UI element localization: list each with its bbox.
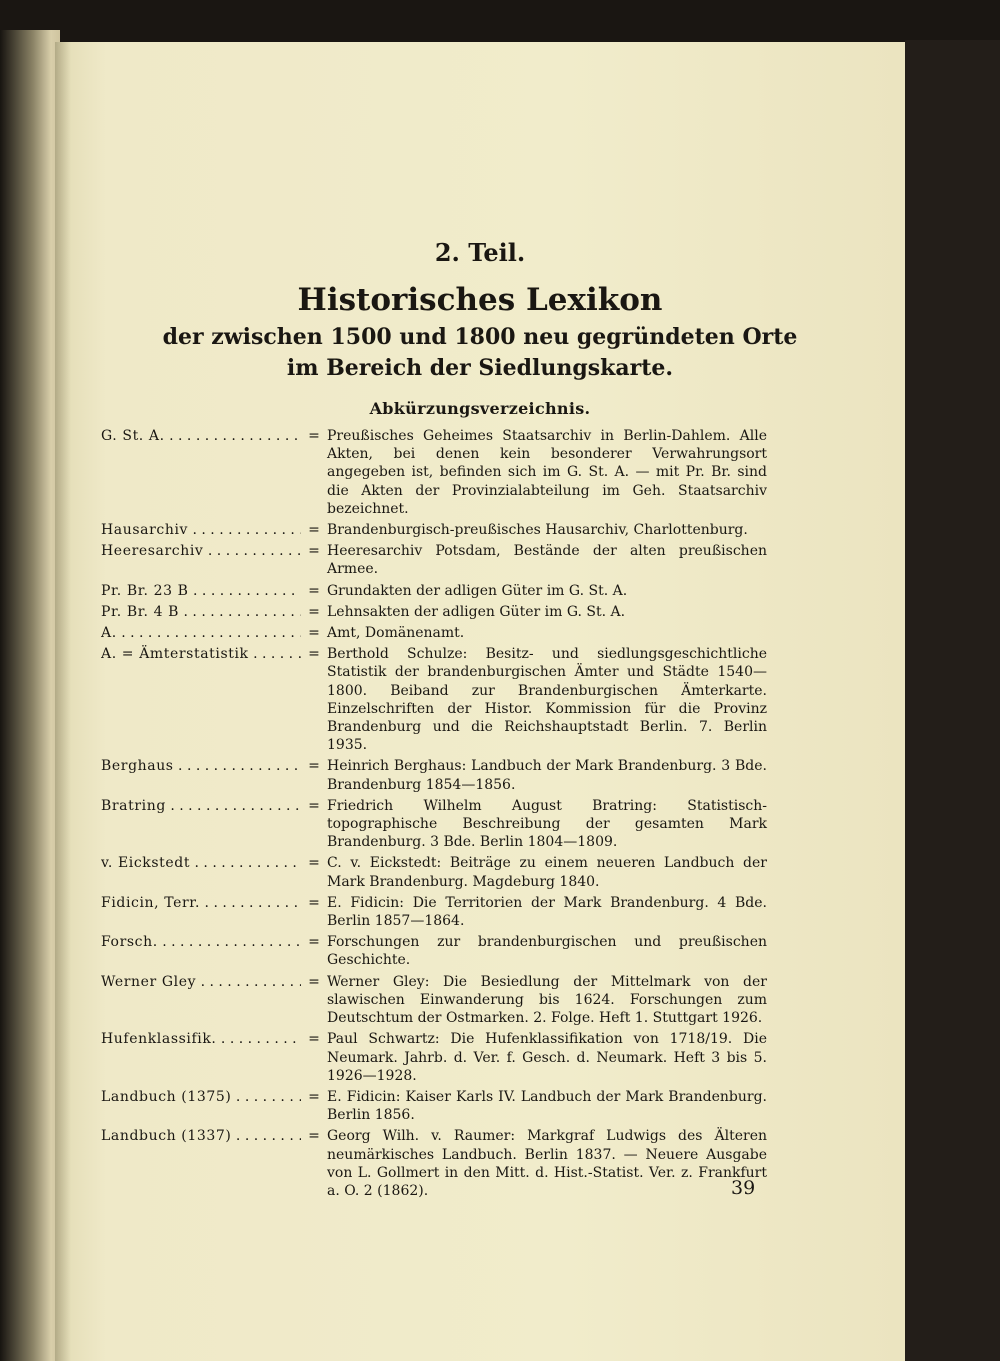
entry-definition: Werner Gley: Die Besiedlung der Mittelmark von der slawischen Einwanderung bis 1624. Forschungen zum Deutschtum der Ostmarken. 2. Folge. Heft 1. Stuttgart 1926.	[327, 973, 767, 1027]
book-binding	[0, 30, 60, 1361]
abbreviation-entry	[101, 1030, 767, 1085]
equals-sign: =	[308, 855, 320, 872]
entry-definition: Friedrich Wilhelm August Bratring: Statistisch-topographische Beschreibung der gesamten Mark Brandenburg. 3 Bde. Berlin 1804—1809.	[327, 797, 767, 851]
equals-sign: =	[308, 603, 320, 620]
entry-abbreviation: Pr. Br. 4 B . . .	[101, 603, 301, 621]
entry-definition: Berthold Schulze: Besitz- und siedlungsgeschichtliche Statistik der brandenburgischen Ämter und Städte 1540—1800. Beiband zur Brandenburgischen Ämterkarte. Einzelschriften der Histor. Kommission für die Provinz Brandenburg und die Reichshauptstadt Berlin. 7. Berlin 1935.	[327, 646, 767, 754]
abbreviation-entry	[101, 854, 767, 890]
abbreviation-entry	[101, 427, 767, 518]
entry-abbreviation: Pr. Br. 23 B . . .	[101, 582, 301, 600]
entry-abbreviation: Werner Gley . . .	[101, 973, 301, 991]
equals-sign: =	[308, 543, 320, 560]
equals-sign: =	[308, 797, 320, 814]
abbreviation-entry	[101, 933, 767, 969]
abbreviation-entry	[101, 521, 767, 539]
equals-sign: =	[308, 894, 320, 911]
abbreviation-entry	[101, 894, 767, 930]
equals-sign: =	[308, 646, 320, 663]
subtitle-line-1: der zwischen 1500 und 1800 neu gegründeten Orte	[162, 324, 798, 350]
entry-abbreviation: A. . . .	[101, 624, 301, 642]
entry-abbreviation: A. = Ämterstatistik . . .	[101, 645, 301, 663]
entry-definition: Heeresarchiv Potsdam, Bestände der alten preußischen Armee.	[327, 543, 767, 578]
entry-abbreviation: G. St. A. . . .	[101, 427, 301, 445]
entry-definition: Heinrich Berghaus: Landbuch der Mark Brandenburg. 3 Bde. Brandenburg 1854—1856.	[327, 758, 767, 793]
part-heading: 2. Teil.	[434, 238, 526, 267]
equals-sign: =	[308, 973, 320, 990]
subtitle-line-2: im Bereich der Siedlungskarte.	[286, 355, 674, 381]
entry-abbreviation: v. Eickstedt . . .	[101, 854, 301, 872]
equals-sign: =	[308, 934, 320, 951]
entry-definition: Forschungen zur brandenburgischen und preußischen Geschichte.	[327, 934, 767, 969]
entry-definition: Brandenburgisch-preußisches Hausarchiv, Charlottenburg.	[327, 522, 748, 539]
book-page	[55, 42, 905, 1361]
equals-sign: =	[308, 582, 320, 599]
abbreviation-entry	[101, 542, 767, 578]
entry-definition: C. v. Eickstedt: Beiträge zu einem neueren Landbuch der Mark Brandenburg. Magdeburg 1840.	[327, 855, 767, 890]
equals-sign: =	[308, 428, 320, 444]
entry-abbreviation: Bratring . . .	[101, 797, 301, 815]
entry-abbreviation: Landbuch (1375) . . .	[101, 1088, 301, 1106]
entry-abbreviation: Hausarchiv . . .	[101, 521, 301, 539]
page-number: 39	[731, 1177, 756, 1199]
abbreviation-entry	[101, 973, 767, 1028]
abbreviation-entry	[101, 797, 767, 852]
entry-abbreviation: Fidicin, Terr. . . .	[101, 894, 301, 912]
entry-definition: Grundakten der adligen Güter im G. St. A.	[327, 582, 628, 599]
entry-definition: Lehnsakten der adligen Güter im G. St. A.	[327, 603, 626, 620]
entry-definition: E. Fidicin: Kaiser Karls IV. Landbuch der Mark Brandenburg. Berlin 1856.	[327, 1088, 767, 1124]
entry-abbreviation: Forsch. . . .	[101, 933, 301, 951]
equals-sign: =	[308, 1088, 320, 1105]
entry-abbreviation: Heeresarchiv . . .	[101, 542, 301, 560]
entry-abbreviation: Hufenklassifik. . . .	[101, 1030, 301, 1048]
abbreviation-entry	[101, 582, 767, 600]
abbreviation-entry	[101, 1088, 767, 1124]
entry-definition: E. Fidicin: Die Territorien der Mark Brandenburg. 4 Bde. Berlin 1857—1864.	[327, 894, 767, 930]
equals-sign: =	[308, 758, 320, 775]
abbreviation-list	[101, 427, 767, 1203]
book-cover-edge	[905, 40, 1000, 1361]
entry-definition: Preußisches Geheimes Staatsarchiv in Berlin-Dahlem. Alle Akten, bei denen kein besonderer Verwahrungsort angegeben ist, befinden sich im G. St. A. — mit Pr. Br. sind die Akten der Provinzialabteilung im Geh. Staatsarchiv bezeichnet.	[327, 428, 767, 517]
entry-abbreviation: Landbuch (1337) . . .	[101, 1127, 301, 1145]
entry-definition: Paul Schwartz: Die Hufenklassifikation von 1718/19. Die Neumark. Jahrb. d. Ver. f. Gesch. d. Neumark. Heft 3 bis 5. 1926—1928.	[327, 1031, 767, 1084]
abbreviation-entry	[101, 603, 767, 621]
abbreviation-entry	[101, 757, 767, 793]
equals-sign: =	[308, 1128, 320, 1145]
abbreviation-entry	[101, 645, 767, 754]
equals-sign: =	[308, 522, 320, 539]
abbreviation-entry	[101, 1127, 767, 1200]
abbreviations-heading: Abkürzungsverzeichnis.	[369, 399, 591, 418]
entry-definition: Georg Wilh. v. Raumer: Markgraf Ludwigs des Älteren neumärkisches Landbuch. Berlin 1837. — Neuere Ausgabe von L. Gollmert in den Mitt. d. Hist.-Statist. Ver. z. Frankfurt a. O. 2 (1862).	[327, 1128, 767, 1199]
entry-abbreviation: Berghaus . . .	[101, 757, 301, 775]
page-title: Historisches Lexikon	[297, 282, 663, 318]
entry-definition: Amt, Domänenamt.	[327, 625, 465, 642]
equals-sign: =	[308, 625, 320, 642]
equals-sign: =	[308, 1031, 320, 1048]
abbreviation-entry	[101, 624, 767, 642]
